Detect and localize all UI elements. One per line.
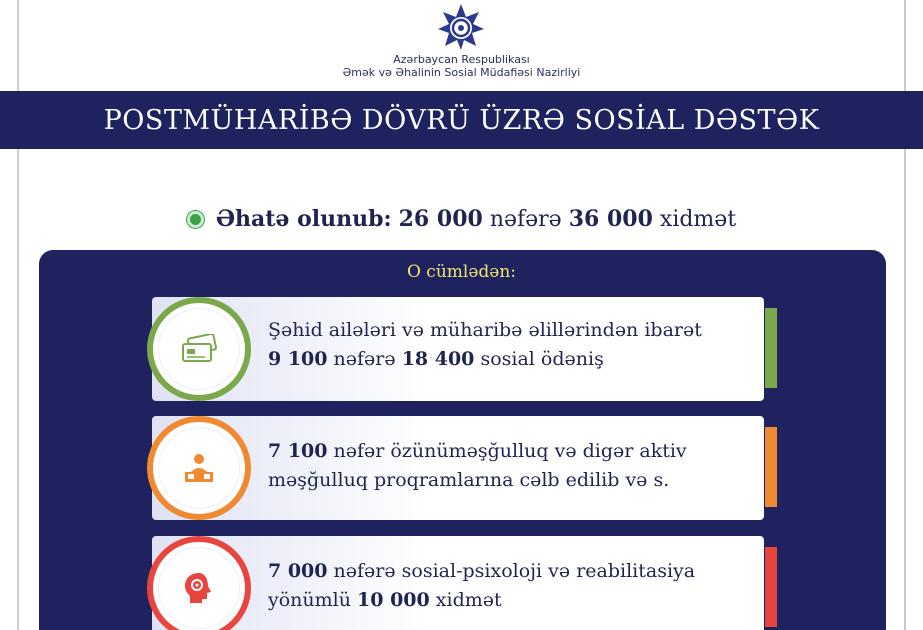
summary-people-unit: nəfərə bbox=[489, 206, 562, 232]
title-banner bbox=[0, 91, 923, 149]
summary-services-unit: xidmət bbox=[659, 206, 737, 232]
ministry-line-1: Azərbaycan Respublikası bbox=[393, 53, 530, 66]
page-title: POSTMÜHARİBƏ DÖVRÜ ÜZRƏ SOSİAL DƏSTƏK bbox=[103, 104, 820, 136]
summary-people: 26 000 bbox=[398, 206, 483, 232]
panel-heading: O cümlədən: bbox=[406, 262, 517, 282]
item-card-3-end: xidmət bbox=[435, 589, 502, 611]
summary-services: 36 000 bbox=[568, 206, 653, 232]
item-card-2-line-2: məşğulluq proqramlarına cəlb edilib və s. bbox=[268, 469, 670, 491]
item-card-3-start: yönümlü bbox=[268, 589, 351, 611]
eight-pointed-star-emblem-icon bbox=[436, 2, 486, 52]
head-psychology-icon bbox=[182, 570, 216, 606]
item-card-1-mid: nəfərə bbox=[333, 348, 396, 370]
payment-cards-icon bbox=[179, 334, 219, 364]
item-card-1-end: sosial ödəniş bbox=[480, 348, 604, 370]
item-card-2-badge bbox=[147, 416, 251, 520]
item-card-3-line-1 bbox=[268, 557, 768, 586]
item-card-3-badge bbox=[147, 536, 251, 630]
item-card-1-text bbox=[268, 316, 768, 374]
item-card-3-line-2 bbox=[268, 586, 768, 615]
item-card-3-num: 7 000 bbox=[268, 560, 328, 582]
item-card-2-text bbox=[268, 437, 768, 495]
item-card-2-rest: nəfər özünüməşğulluq və digər aktiv bbox=[333, 440, 687, 462]
item-card-3-text bbox=[268, 557, 768, 615]
item-card-1-num-2: 18 400 bbox=[401, 348, 475, 370]
item-card-2-line-1 bbox=[268, 437, 768, 466]
item-card-3-rest: nəfərə sosial-psixoloji və reabilitasiya bbox=[333, 560, 696, 582]
ministry-name bbox=[0, 53, 923, 79]
item-card-1-badge bbox=[147, 297, 251, 401]
item-card-1-num-1: 9 100 bbox=[268, 348, 328, 370]
item-card-1-line-1: Şəhid ailələri və müharibə əlillərindən ibarət bbox=[268, 319, 702, 341]
self-employment-worker-icon bbox=[181, 450, 217, 486]
green-bullet-icon bbox=[187, 211, 204, 228]
summary-label: Əhatə olunub: bbox=[215, 206, 392, 232]
item-card-2-num: 7 100 bbox=[268, 440, 328, 462]
ministry-line-2: Əmək və Əhalinin Sosial Müdafiəsi Nazirliyi bbox=[342, 66, 581, 79]
summary-line bbox=[0, 204, 923, 234]
item-card-3-num-2: 10 000 bbox=[357, 589, 430, 611]
item-card-1-line-2 bbox=[268, 345, 768, 374]
